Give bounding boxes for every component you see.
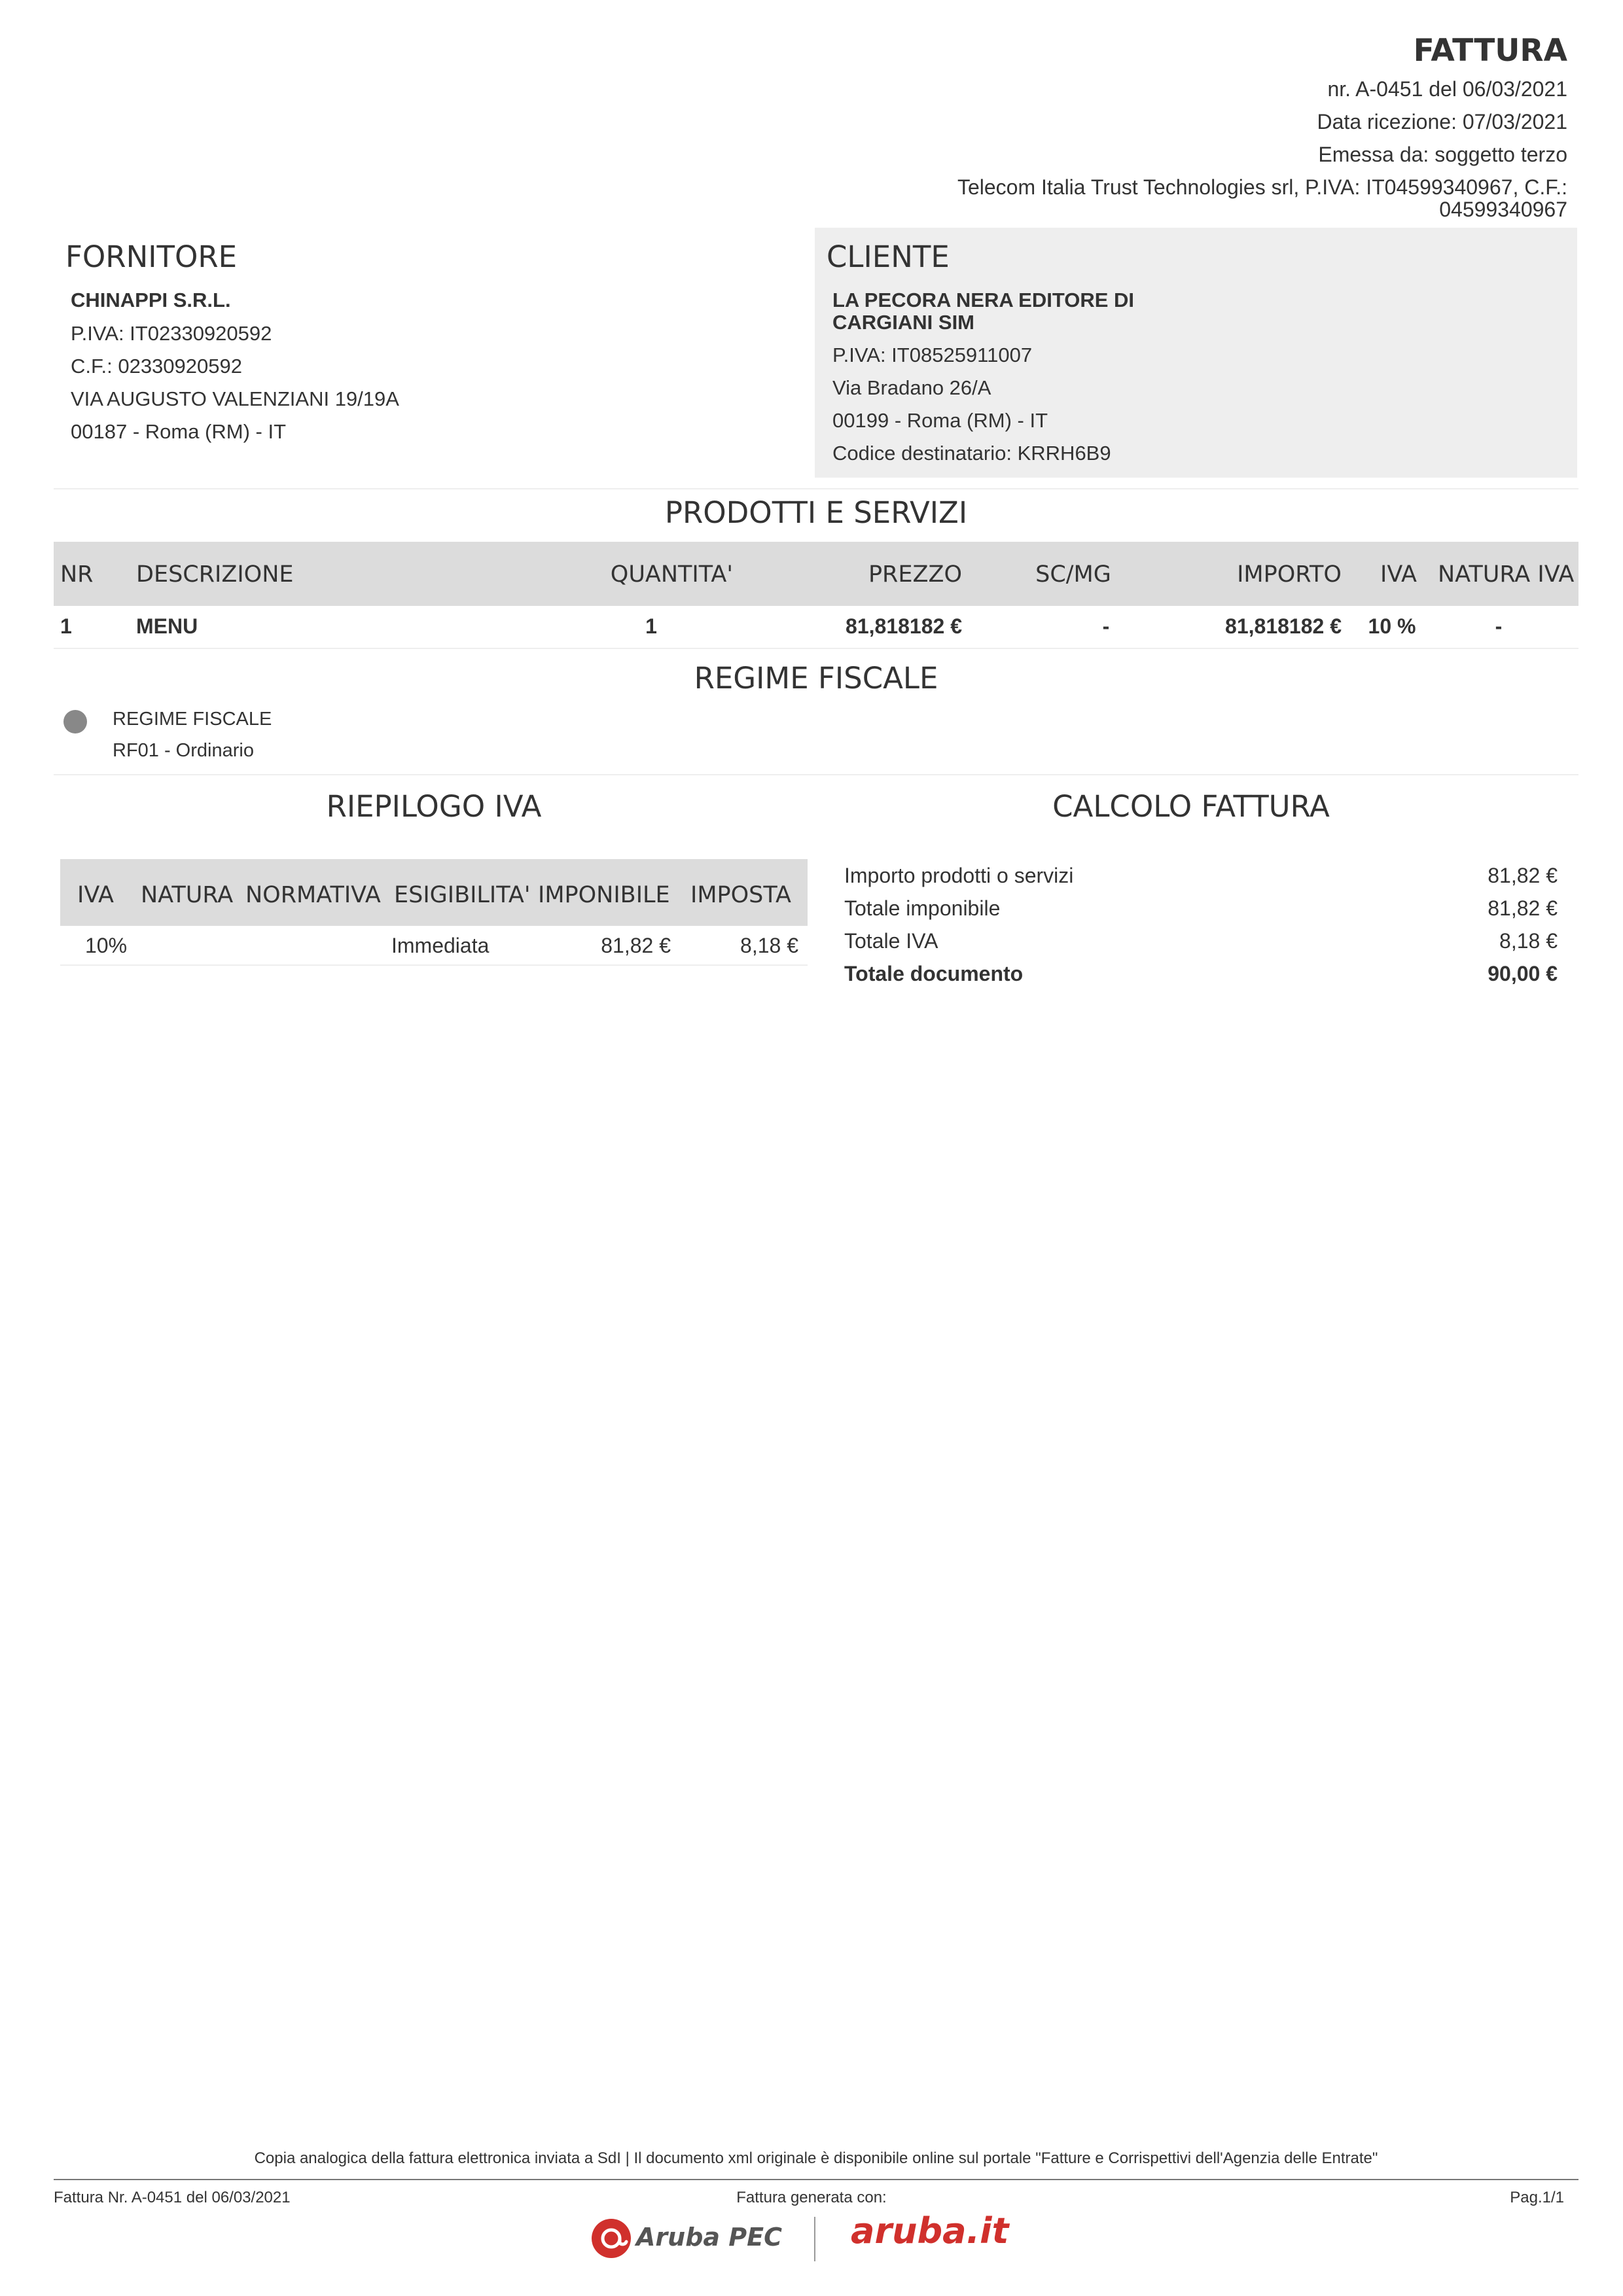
- client-recipient-code: Codice destinatario: KRRH6B9: [832, 442, 1111, 465]
- logo-separator: [814, 2217, 815, 2261]
- row-iva: 10 %: [1368, 614, 1416, 638]
- client-name-line-1: LA PECORA NERA EDITORE DI: [832, 289, 1135, 311]
- document-title: FATTURA: [1413, 33, 1567, 69]
- row-taxable: 81,82 €: [601, 934, 671, 957]
- calc-title: CALCOLO FATTURA: [1052, 789, 1330, 824]
- aruba-pec-logo: [589, 2215, 782, 2261]
- row-quantity: 1: [645, 614, 657, 638]
- col-amount: IMPORTO: [1237, 561, 1342, 588]
- total-label: Totale documento: [844, 962, 1024, 985]
- third-party-line-2: 04599340967: [1439, 198, 1567, 221]
- supplier-cf: C.F.: 02330920592: [71, 355, 242, 378]
- row-eligibility: Immediata: [391, 934, 490, 957]
- row-iva: 10%: [85, 934, 128, 957]
- bullet-icon: [63, 710, 87, 733]
- col-taxable: IMPONIBILE: [538, 882, 670, 908]
- aruba-pec-logo-text: Aruba PEC: [636, 2223, 782, 2252]
- iva-summary-title: RIEPILOGO IVA: [326, 789, 542, 824]
- calc-value: 81,82 €: [1488, 864, 1558, 887]
- col-nature: NATURA: [141, 882, 234, 908]
- supplier-city: 00187 - Roma (RM) - IT: [71, 420, 287, 443]
- supplier-title: FORNITORE: [65, 239, 238, 274]
- col-nr: NR: [60, 561, 94, 588]
- col-discount: SC/MG: [1035, 561, 1111, 588]
- row-tax: 8,18 €: [740, 934, 798, 957]
- issued-by: Emessa da: soggetto terzo: [1318, 143, 1567, 166]
- invoice-number: nr. A-0451 del 06/03/2021: [1327, 77, 1567, 101]
- products-title: PRODOTTI E SERVIZI: [664, 495, 968, 530]
- supplier-piva: P.IVA: IT02330920592: [71, 322, 272, 345]
- footer-generated-with: Fattura generata con:: [736, 2189, 887, 2206]
- row-price: 81,818182 €: [846, 614, 962, 638]
- divider: [60, 964, 808, 966]
- regime-title: REGIME FISCALE: [694, 661, 938, 696]
- col-quantity: QUANTITA': [610, 561, 733, 588]
- regime-value: RF01 - Ordinario: [113, 740, 254, 761]
- client-address: Via Bradano 26/A: [832, 376, 991, 399]
- calc-value: 81,82 €: [1488, 896, 1558, 920]
- total-value: 90,00 €: [1488, 962, 1558, 985]
- row-amount: 81,818182 €: [1225, 614, 1342, 638]
- row-nature: -: [1495, 614, 1503, 638]
- row-nr: 1: [60, 614, 72, 638]
- client-city: 00199 - Roma (RM) - IT: [832, 409, 1048, 432]
- client-piva: P.IVA: IT08525911007: [832, 344, 1033, 366]
- col-eligibility: ESIGIBILITA': [394, 882, 531, 908]
- footer-notice: Copia analogica della fattura elettronica inviata a SdI | Il documento xml originale è disponibile online sul portale "Fatture e Corrispettivi dell'Agenzia delle Entrate": [254, 2149, 1378, 2167]
- regime-label: REGIME FISCALE: [113, 709, 272, 730]
- col-description: DESCRIZIONE: [136, 561, 294, 588]
- col-price: PREZZO: [868, 561, 962, 588]
- client-title: CLIENTE: [827, 239, 950, 274]
- calc-value: 8,18 €: [1499, 929, 1558, 953]
- col-iva: IVA: [77, 882, 114, 908]
- col-nature: NATURA IVA: [1438, 561, 1575, 588]
- aruba-it-logo: aruba.it: [851, 2210, 1009, 2252]
- calc-label: Importo prodotti o servizi: [844, 864, 1074, 887]
- footer-page: Pag.1/1: [1510, 2189, 1564, 2206]
- supplier-name: CHINAPPI S.R.L.: [71, 289, 231, 311]
- divider: [54, 774, 1578, 775]
- footer-invoice-ref: Fattura Nr. A-0451 del 06/03/2021: [54, 2189, 291, 2206]
- col-normative: NORMATIVA: [245, 882, 381, 908]
- calc-label: Totale IVA: [844, 929, 938, 953]
- client-name-line-2: CARGIANI SIM: [832, 311, 974, 334]
- footer-divider: [54, 2179, 1578, 2180]
- third-party-line-1: Telecom Italia Trust Technologies srl, P.IVA: IT04599340967, C.F.:: [957, 175, 1567, 199]
- supplier-address: VIA AUGUSTO VALENZIANI 19/19A: [71, 387, 399, 410]
- calc-label: Totale imponibile: [844, 896, 1001, 920]
- col-iva: IVA: [1380, 561, 1417, 588]
- divider: [54, 648, 1578, 649]
- row-description: MENU: [136, 614, 198, 638]
- divider: [54, 488, 1578, 489]
- col-tax: IMPOSTA: [690, 882, 791, 908]
- receipt-date: Data ricezione: 07/03/2021: [1317, 110, 1567, 133]
- row-discount: -: [1102, 614, 1110, 638]
